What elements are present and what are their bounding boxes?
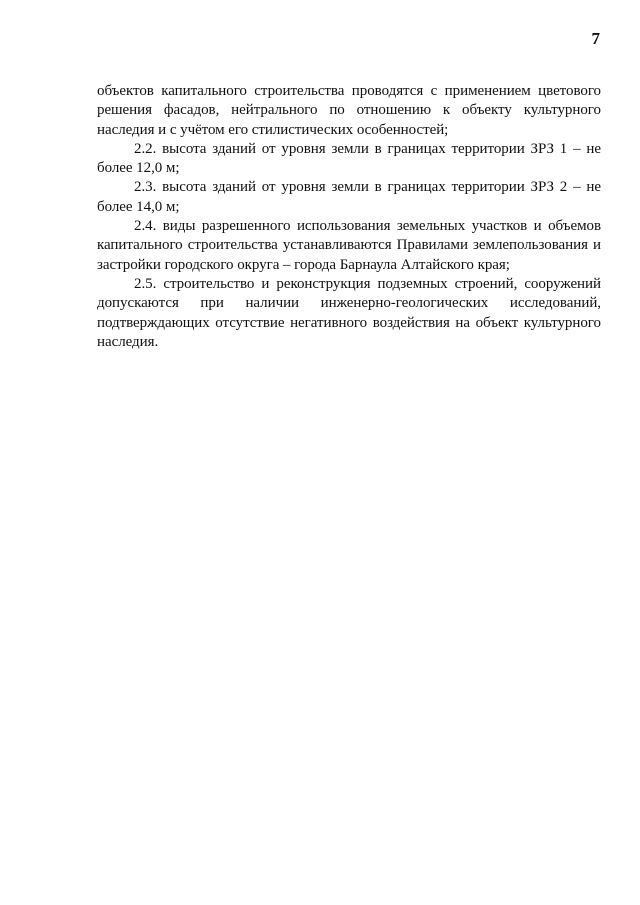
paragraph-2-5-underground-construction: 2.5. строительство и реконструкция подземных строений, сооружений допускаются при наличии инженерно-геологических исследований, подтверждающих отсутствие негативного воздействия на объект культурного наследия.: [97, 275, 601, 350]
page-number: 7: [591, 29, 600, 48]
paragraph-continuation: объектов капитального строительства проводятся с применением цветового решения фасадов, нейтрального по отношению к объекту культурного наследия и с учётом его стилистических особенностей;: [97, 83, 601, 138]
paragraph-2-2-height-zrz-1: 2.2. высота зданий от уровня земли в границах территории ЗРЗ 1 – не более 12,0 м;: [97, 140, 601, 177]
paragraph-2-4-land-use: 2.4. виды разрешенного использования земельных участков и объемов капитального строительства устанавливаются Правилами землепользования и застройки городского округа – города Барнаула Алтайского края;: [97, 218, 601, 273]
document-body: [97, 82, 601, 352]
paragraph-2-3-height-zrz-2: 2.3. высота зданий от уровня земли в границах территории ЗРЗ 2 – не более 14,0 м;: [97, 179, 601, 215]
